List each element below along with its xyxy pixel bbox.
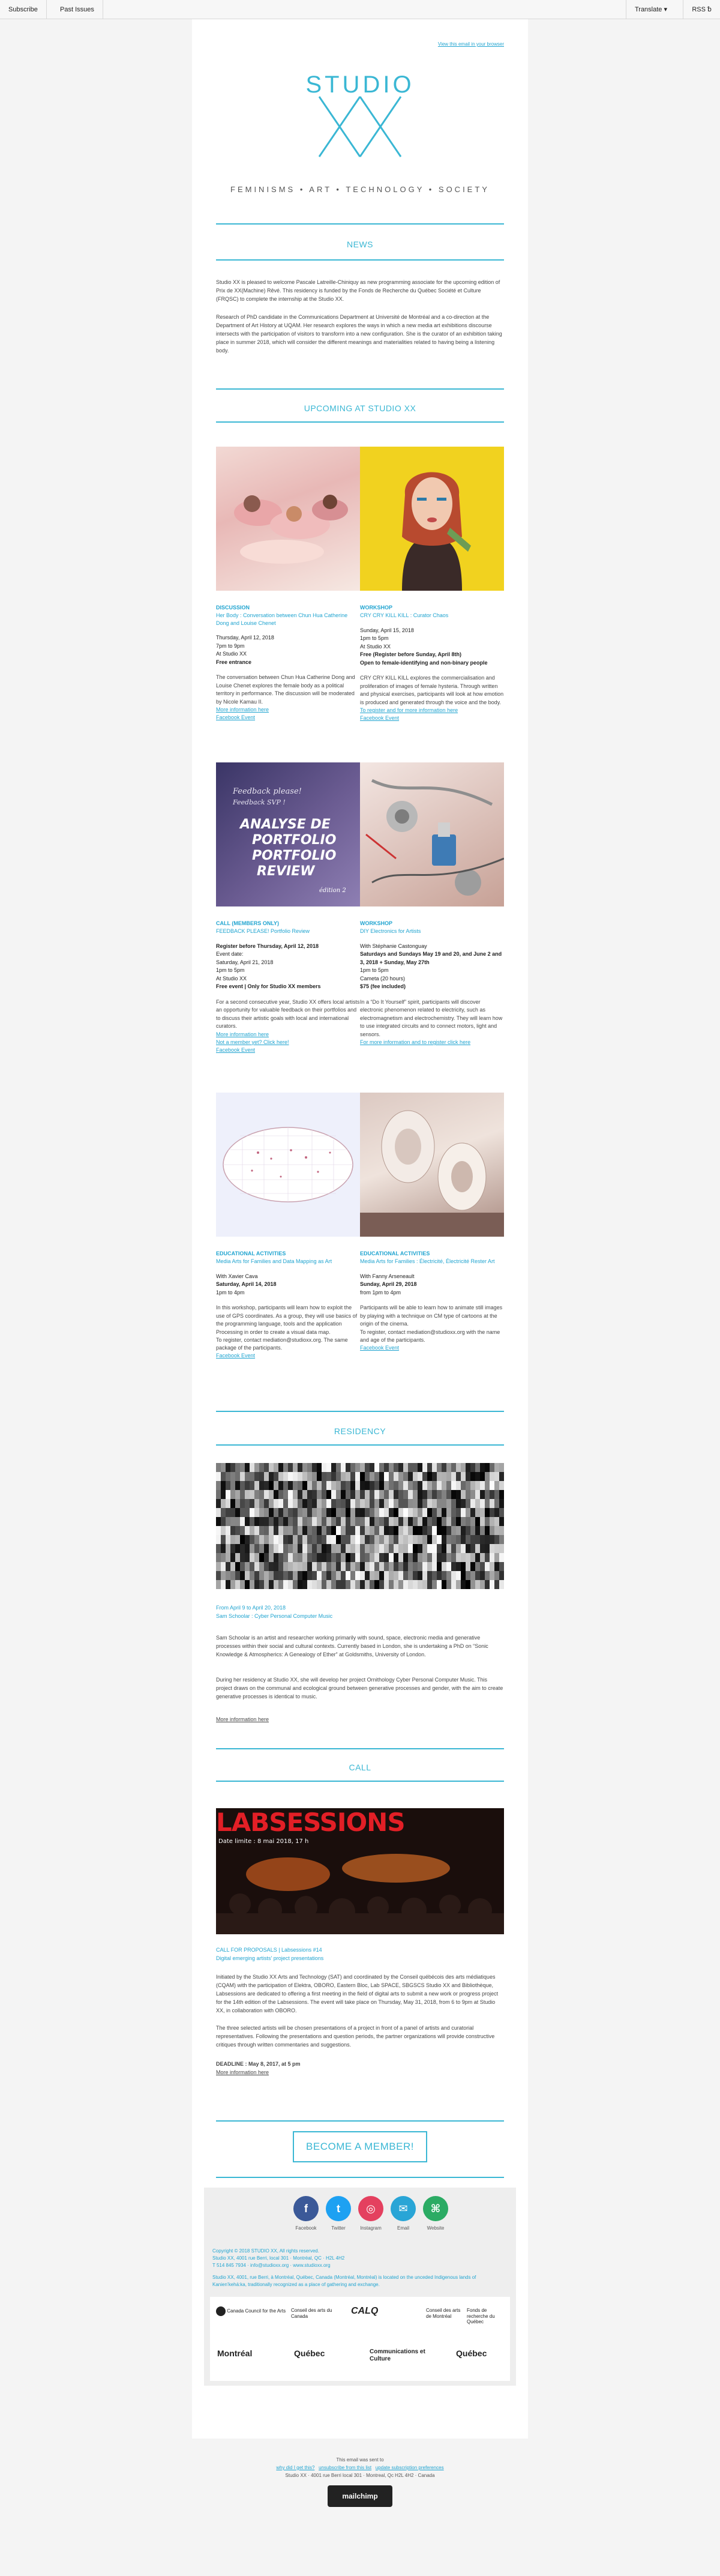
- website-icon: ⌘: [423, 2196, 448, 2221]
- event-time: 7pm to 9pm: [216, 642, 245, 649]
- event-type: CALL (MEMBERS ONLY): [216, 920, 280, 926]
- website-label: Website: [427, 2225, 445, 2231]
- tagline: FEMINISMS • ART • TECHNOLOGY • SOCIETY: [230, 185, 490, 194]
- why-link[interactable]: why did I get this?: [276, 2464, 315, 2470]
- event-card: [216, 447, 360, 722]
- event-description: In this workshop, participants will learn how to exploit the use of GPS coordinates. As a group, they will use basics of the programming language, tools and the application Processing in order to create a visual data map.: [216, 1305, 358, 1335]
- preferences-link[interactable]: update subscription preferences: [375, 2464, 444, 2470]
- event-image-portfolio-review[interactable]: [216, 762, 360, 906]
- more-info-link[interactable]: For more information and to register click here: [360, 1039, 471, 1046]
- sponsor-canada-council: Canada Council for the Arts: [216, 2306, 288, 2316]
- call-title: CALL: [349, 1763, 371, 1772]
- twitter-label: Twitter: [331, 2225, 346, 2231]
- event-place: Saturday, April 21, 2018: [216, 959, 274, 965]
- event-title[interactable]: CRY CRY KILL KILL : Curator Chaos: [360, 612, 449, 619]
- event-register-text: To register, contact mediation@studioxx.org. The same package of the participants.: [216, 1337, 348, 1351]
- news-paragraph-2: Research of PhD candidate in the Communications Department at Université de Montréal and a co-direction at the Department of Art History at UQAM. Her research explores the ways in which a new media art exhibitions discourse intersects with the participation of visitors to transform into a new configuration. She is the curator of an exhibition taking place in summer 2018, which will consider the different meanings and materialities related to having being a listening body.: [216, 314, 502, 354]
- event-title[interactable]: Media Arts for Families : Électricité, Électricité Rester Art: [360, 1258, 495, 1265]
- footer-description: Studio XX, 4001, rue Berri, à Montréal, Québec, Canada (Montréal, Montréal) is located on the unceded Indigenous lands of Kanien’kehá:ka, traditionally recognized as a place of gathering and exchange.: [212, 2275, 476, 2287]
- more-info-link[interactable]: More information here: [216, 707, 269, 713]
- upcoming-title: UPCOMING AT STUDIO XX: [304, 403, 416, 413]
- event-type: EDUCATIONAL ACTIVITIES: [216, 1250, 286, 1256]
- event-description: The conversation between Chun Hua Catherine Dong and Louise Chenet explores the female body as a political territory in performance. The discussion will be moderated by Nicole Kamau II.: [216, 674, 355, 705]
- svg-text:PORTFOLIO: PORTFOLIO: [252, 848, 337, 863]
- call-heading: CALL FOR PROPOSALS | Labsessions #14: [216, 1947, 322, 1953]
- facebook-event-link[interactable]: Facebook Event: [216, 1046, 256, 1053]
- event-price: Free entrance: [216, 659, 252, 665]
- event-description: CRY CRY KILL KILL explores the commercialisation and proliferation of images of female hysteria. Through written and physical exercises, participants will look at how emotion is produced and generated through the voice and the body.: [360, 675, 504, 705]
- email-button[interactable]: [389, 2196, 418, 2232]
- instagram-button[interactable]: [356, 2196, 385, 2232]
- event-type: DISCUSSION: [216, 605, 250, 611]
- sponsor-cam: Conseil des arts de Montréal: [426, 2308, 461, 2319]
- call-more-link[interactable]: More information here: [216, 2069, 269, 2075]
- facebook-event-link[interactable]: Facebook Event: [216, 1353, 256, 1359]
- divider: [216, 388, 504, 390]
- event-title[interactable]: FEEDBACK PLEASE! Portfolio Review: [216, 928, 310, 935]
- call-paragraph-2: The three selected artists will be chosen presentations of a project in front of a panel of artists and curatorial representatives. Following the presentations and question periods, the partner organizations will provide constructive critiques through written commentaries and suggestions.: [216, 2025, 495, 2048]
- divider: [216, 1444, 504, 1446]
- divider: [216, 2120, 504, 2122]
- event-image-animation[interactable]: [360, 1093, 504, 1237]
- view-in-browser-link[interactable]: View this email in your browser: [437, 41, 504, 47]
- residency-more-link[interactable]: More information here: [216, 1716, 269, 1722]
- news-title: NEWS: [347, 240, 373, 249]
- residency-paragraph-2: During her residency at Studio XX, she will develop her project Ornithology Cyber Personal Computer Music. This project draws on the communal and ecological ground between generative processes and gender, with the aim to create generative processes is identical to music.: [216, 1677, 503, 1700]
- event-date: Thursday, April 12, 2018: [216, 635, 274, 641]
- event-date: Register before Thursday, April 12, 2018: [216, 943, 319, 949]
- bottom-info: [192, 2457, 528, 2479]
- divider: [216, 223, 504, 225]
- mailchimp-badge[interactable]: mailchimp: [328, 2485, 392, 2507]
- residency-title: RESIDENCY: [334, 1426, 386, 1436]
- svg-text:ANALYSE DE: ANALYSE DE: [240, 817, 331, 832]
- past-issues-link[interactable]: Past Issues: [52, 0, 103, 19]
- event-type: WORKSHOP: [360, 605, 392, 611]
- sent-to-text: This email was sent to: [336, 2457, 384, 2463]
- divider: [216, 1411, 504, 1412]
- facebook-button[interactable]: [292, 2196, 320, 2232]
- sponsor-logos: [210, 2297, 510, 2381]
- translate-dropdown[interactable]: Translate ▾: [626, 0, 676, 19]
- event-extra: At Studio XX: [216, 975, 247, 982]
- email-icon: ✉: [391, 2196, 416, 2221]
- event-title[interactable]: Her Body : Conversation between Chun Hua Catherine Dong and Louise Chenet: [216, 612, 348, 626]
- canada-council-icon: [216, 2306, 226, 2316]
- event-title[interactable]: DIY Electronics for Artists: [360, 928, 421, 935]
- residency-image[interactable]: [216, 1463, 504, 1589]
- event-time: 1pm to 5pm: [360, 967, 389, 974]
- facebook-event-link[interactable]: Facebook Event: [216, 714, 256, 721]
- become-member-button[interactable]: BECOME A MEMBER!: [293, 2131, 427, 2162]
- sponsor-quebec-2: Québec: [456, 2348, 487, 2358]
- event-card: [360, 1093, 504, 1352]
- residency-dates: From April 9 to April 20, 2018: [216, 1605, 286, 1611]
- event-date: Sunday, April 29, 2018: [360, 1281, 417, 1288]
- sponsor-montreal: Montréal: [217, 2348, 253, 2358]
- facebook-label: Facebook: [295, 2225, 317, 2231]
- event-host: With Fanny Arseneault: [360, 1273, 415, 1279]
- event-place: At Studio XX: [216, 651, 247, 657]
- sponsor-quebec: Québec: [294, 2348, 325, 2358]
- facebook-icon: f: [293, 2196, 319, 2221]
- news-paragraph-1: Studio XX is pleased to welcome Pascale Latreille-Chiniquy as new programming associate for the upcoming edition of Prix de XX(Machine) Rêvé. This residency is funded by the Fonds de Recherche du Québec Société et Culture (FRQSC) to complete the internship at the Studio XX.: [216, 279, 500, 302]
- labsessions-banner[interactable]: [216, 1808, 504, 1934]
- archive-bar: [0, 0, 720, 19]
- event-image-data-mapping[interactable]: [216, 1093, 360, 1237]
- unsubscribe-link[interactable]: unsubscribe from this list: [319, 2464, 372, 2470]
- bottom-address: Studio XX · 4001 rue Berri local 301 · Montreal, Qc H2L 4H2 · Canada: [285, 2472, 435, 2478]
- event-time: Event date:: [216, 951, 244, 958]
- event-card: [216, 1093, 360, 1360]
- logo-wordmark: STUDIO: [305, 71, 415, 98]
- twitter-button[interactable]: [324, 2196, 353, 2232]
- svg-text:PORTFOLIO: PORTFOLIO: [252, 833, 337, 848]
- sponsor-conseil-arts-canada: Conseil des arts du Canada: [291, 2308, 332, 2319]
- residency-paragraph-1: Sam Schoolar is an artist and researcher working primarily with sound, space, electronic media and generative processes within their social and cultural contexts. Currently based in London, she is undertaking a PhD on “Sonic Knowledge & Atmospherics: A Genealogy of Ether” at Goldsmiths, University of London.: [216, 1635, 488, 1658]
- call-paragraph-1: Initiated by the Studio XX Arts and Technology (SAT) and coordinated by the Conseil québécois des arts médiatiques (CQAM) with the participation of Elektra, OBORO, Eastern Bloc, Lab SPACE, SBGSCS Studio XX and Bibliothèque, Labsessions are dedicated to offering a first meeting in the field of digital arts to submit a new work or progress project for the 14th edition of the Labsessions. The event will take place on Thursday, May 31, 2018, from 6 to 9pm at Studio XX, in collaboration with OBORO.: [216, 1974, 499, 2013]
- instagram-icon: ◎: [358, 2196, 383, 2221]
- facebook-event-link[interactable]: Facebook Event: [360, 1344, 400, 1351]
- divider: [216, 259, 504, 261]
- facebook-event-link[interactable]: Facebook Event: [360, 715, 400, 722]
- svg-text:REVIEW: REVIEW: [257, 864, 315, 879]
- divider: [216, 1781, 504, 1782]
- event-card: [360, 762, 504, 1046]
- instagram-label: Instagram: [360, 2225, 382, 2231]
- rss-link[interactable]: RSS ␢: [683, 0, 720, 19]
- event-host: With Xavier Cava: [216, 1273, 258, 1279]
- event-extra-2: Free event | Only for Studio XX members: [216, 983, 321, 990]
- event-title[interactable]: Media Arts for Families and Data Mapping as Art: [216, 1258, 332, 1265]
- sponsor-communications-culture: Communications et Culture: [370, 2348, 425, 2362]
- event-host: With Stéphanie Castonguay: [360, 943, 427, 949]
- logo-xx-mark: [317, 94, 403, 159]
- divider: [216, 2177, 504, 2178]
- email-label: Email: [397, 2225, 409, 2231]
- event-card: [360, 447, 504, 722]
- event-type: WORKSHOP: [360, 920, 392, 926]
- become-member-link[interactable]: Not a member yet? Click here!: [216, 1039, 289, 1045]
- subscribe-link[interactable]: Subscribe: [0, 0, 47, 19]
- website-button[interactable]: [421, 2196, 450, 2232]
- email-body: [192, 19, 528, 2439]
- footer-contact[interactable]: T 514 845 7934 · info@studioxx.org · www.studioxx.org: [212, 2263, 331, 2268]
- event-image-discussion[interactable]: [216, 447, 360, 591]
- divider: [216, 1748, 504, 1749]
- sponsor-calq: CALQ: [351, 2306, 379, 2316]
- event-type: EDUCATIONAL ACTIVITIES: [360, 1250, 430, 1256]
- event-place: Cameta (20 hours): [360, 975, 406, 982]
- divider: [216, 421, 504, 423]
- event-date: Sunday, April 15, 2018: [360, 627, 414, 633]
- event-time: from 1pm to 4pm: [360, 1289, 401, 1296]
- svg-text:Feedback please!: Feedback please!: [233, 787, 302, 796]
- event-time: 1pm to 4pm: [216, 1289, 245, 1296]
- svg-text:édition 2: édition 2: [319, 887, 346, 894]
- event-time: 1pm to 5pm: [360, 635, 389, 642]
- event-description: Participants will be able to learn how to animate still images by playing with a technique on CM type of cartoons at the origin of the cinema.: [360, 1305, 503, 1327]
- event-image-diy-electronics[interactable]: [360, 762, 504, 906]
- sponsor-frq: Fonds de recherche du Québec: [467, 2308, 495, 2325]
- residency-artist[interactable]: Sam Schoolar : Cyber Personal Computer Music: [216, 1613, 333, 1619]
- event-price: 1pm to 5pm: [216, 967, 245, 974]
- event-place: At Studio XX: [360, 643, 391, 650]
- event-date: Saturday, April 14, 2018: [216, 1281, 277, 1288]
- event-extra: Open to female-identifying and non-binary people: [360, 659, 488, 666]
- event-image-workshop[interactable]: [360, 447, 504, 591]
- event-date: Saturdays and Sundays May 19 and 20, and June 2 and 3, 2018 + Sunday, May 27th: [360, 951, 502, 965]
- event-price: $75 (fee included): [360, 983, 406, 990]
- event-register-text: To register, contact mediation@studioxx.org with the name and age of the participants.: [360, 1329, 500, 1343]
- svg-text:Feedback SVP !: Feedback SVP !: [233, 798, 286, 806]
- more-info-link[interactable]: More information here: [216, 1031, 269, 1037]
- footer: [204, 2188, 516, 2386]
- event-price: Free (Register before Sunday, April 8th): [360, 651, 462, 658]
- twitter-icon: t: [326, 2196, 351, 2221]
- labsessions-banner-title: LABSESSIONS: [216, 1808, 405, 1837]
- footer-copyright: Copyright © 2018 STUDIO XX, All rights reserved.: [212, 2248, 319, 2254]
- more-info-link[interactable]: To register and for more information here: [360, 707, 458, 714]
- event-description: In a “Do It Yourself” spirit, participants will discover electronic phenomenon related to electricity, such as electromagnetism and electrochemistry. They will learn how to use integrated circuits and to connect motors, light and sensors.: [360, 998, 503, 1037]
- event-description: For a second consecutive year, Studio XX offers local artists an opportunity for valuable feedback on their portfolios and to discuss their artistic goals with local and international curators.: [216, 998, 360, 1030]
- call-deadline: DEADLINE : May 8, 2017, at 5 pm: [216, 2061, 301, 2067]
- labsessions-banner-deadline: Date limite : 8 mai 2018, 17 h: [218, 1838, 309, 1845]
- call-subheading: Digital emerging artists' project presentations: [216, 1955, 324, 1961]
- event-card: [216, 762, 360, 1054]
- footer-address: Studio XX, 4001 rue Berri, local 301 · Montréal, QC · H2L 4H2: [212, 2255, 345, 2261]
